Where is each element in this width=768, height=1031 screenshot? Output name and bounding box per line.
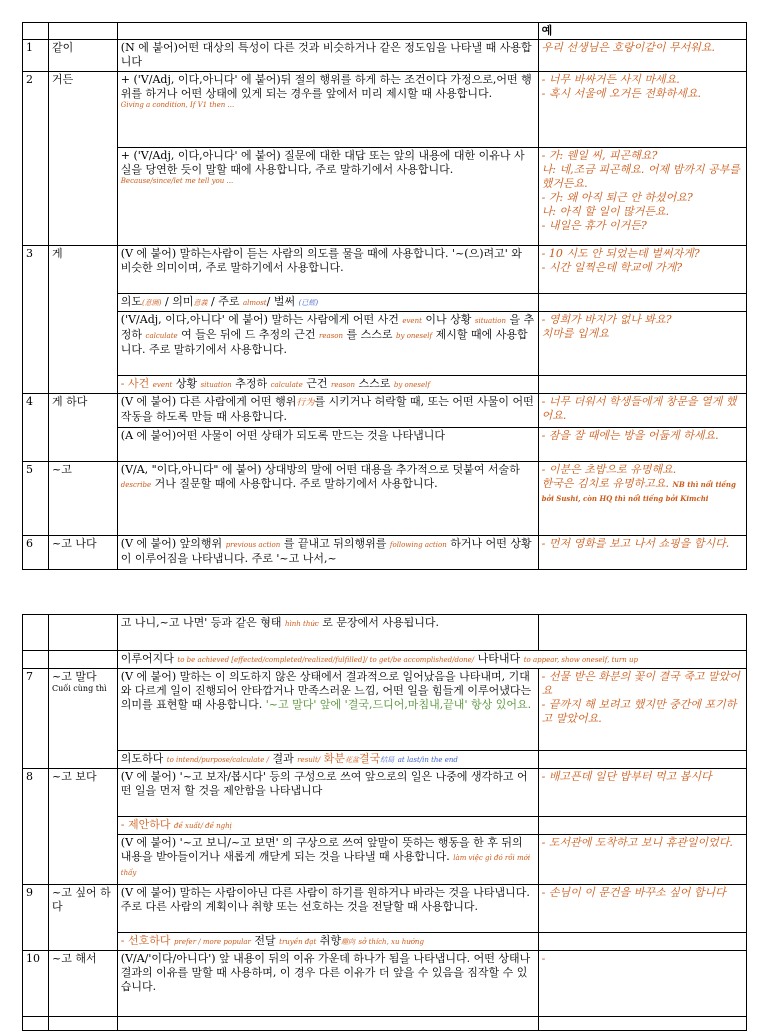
table-row	[23, 885, 747, 933]
entry-description	[117, 394, 538, 428]
vocab-word: 상황	[175, 377, 198, 390]
entry-number: 3	[23, 246, 49, 394]
table-row	[23, 951, 747, 1017]
entry-example: - 배고픈데 일단 밥부터 먹고 봅시다	[538, 769, 746, 817]
vocab-word: 화분	[323, 752, 345, 765]
vocab-gloss: to intend/purpose/calculate /	[166, 756, 269, 764]
entry-example: - 잠을 잘 때에는 방을 어둡게 하세요.	[538, 428, 746, 462]
entry-description: (V/A/'이다/아니다') 앞 내용이 뒤의 이유 가운데 하나가 됨을 나타냅니다. 어떤 상태나 결과의 이유를 말할 때 사용하며, 이 경우 다른 이유가 더 앞을 수 있음을 짐작할 수 있습니다.	[117, 951, 538, 1017]
entry-form: ~고 해서	[49, 951, 118, 1017]
example-line: - 혹시 서울에 오거든 전화하세요.	[541, 87, 701, 100]
example-line: - 시간 일찍은데 학교에 가게?	[541, 261, 683, 274]
example-line: - 끝까지 해 보려고 했지만 중간에 포기하고 말았어요.	[541, 698, 737, 725]
header-cell	[23, 23, 49, 40]
entry-form: ~고 나다	[49, 536, 118, 570]
table-row	[23, 669, 747, 751]
vocab-cell	[117, 751, 538, 769]
vocab-word: - 제안하다	[120, 818, 171, 831]
inline-gloss: hình thức	[285, 620, 319, 628]
entry-form: ~고 보다	[49, 769, 118, 885]
inline-gloss: by oneself	[396, 332, 433, 340]
entry-form: ~고 싶어 하다	[49, 885, 118, 951]
vocab-word: 의미	[172, 295, 194, 308]
inline-gloss: following action	[389, 541, 447, 549]
vocab-gloss: 意義	[193, 299, 208, 307]
entry-example	[538, 148, 746, 246]
description-text: 제시할 때에 사용합니다. 주로 말하기에서 사용합니다.	[120, 328, 528, 356]
vocab-gloss: prefer / more popular	[174, 938, 251, 946]
entry-example	[538, 751, 746, 769]
vocab-gloss: situation	[200, 381, 232, 389]
vocab-word: 의도	[120, 295, 143, 308]
vocab-word: - 사건	[120, 377, 150, 390]
table-row	[23, 462, 747, 536]
description-text: + ('V/Adj, 이다,아니다' 에 붙어)뒤 절의 행위를 하게 하는 조건이다 가정으로,어떤 행위를 하거나 어떤 상태에 있게 되는 경우를 앞에서 미리 제시할 때 사용합니다.	[120, 73, 532, 100]
entry-example	[538, 817, 746, 835]
entry-number: 7	[23, 669, 49, 769]
example-line: - 가: 왜 아직 퇴근 안 하셨어요?	[541, 191, 693, 204]
inline-gloss: làm việc gì đó rồi mới thấy	[120, 854, 531, 877]
vocab-word: - 선호하다	[120, 934, 171, 947]
entry-number: 10	[23, 951, 49, 1017]
vocab-gloss: by oneself	[393, 381, 430, 389]
example-line: - 가: 웬일 씨, 피곤해요?	[541, 149, 658, 162]
entry-form: 게	[49, 246, 118, 394]
description-text: (V 에 붙어) 앞의행위	[120, 537, 226, 550]
grammar-table-top	[22, 22, 747, 570]
entry-description	[117, 462, 538, 536]
table-row	[23, 246, 747, 294]
entry-number: 6	[23, 536, 49, 570]
vocab-gloss: result/	[297, 756, 321, 764]
entry-example	[538, 294, 746, 312]
vocab-row	[23, 294, 747, 312]
vocab-word: 이루어지다	[120, 652, 174, 665]
table-row	[23, 394, 747, 428]
table-row	[23, 72, 747, 148]
entry-example: - 손님이 이 문건을 바꾸소 싶어 합니다	[538, 885, 746, 933]
entry-form: ~고	[49, 462, 118, 536]
entry-number	[23, 615, 49, 651]
inline-gloss: reason	[319, 332, 344, 340]
vocab-cell	[117, 817, 538, 835]
english-note: NB thì nổi tiếng bởi Sushi, còn HQ thì nổi tiếng bởi Kimchi	[541, 480, 736, 503]
header-cell	[49, 23, 118, 40]
entry-number	[23, 651, 49, 669]
vocab-gloss: reason	[330, 381, 355, 389]
entry-form: 게 하다	[49, 394, 118, 462]
vocab-word: 스스로	[358, 377, 391, 390]
vocab-cell	[117, 376, 538, 394]
vocab-row	[23, 817, 747, 835]
form-text: ~고 말다	[52, 670, 97, 683]
entry-form: 같이	[49, 40, 118, 72]
example-line: 치마를 입게요	[541, 327, 609, 340]
inline-gloss: event	[402, 317, 422, 325]
vocab-cell	[117, 294, 538, 312]
description-text: 로 문장에서 사용됩니다.	[318, 616, 440, 629]
vocab-word: 취향	[319, 934, 342, 947]
header-example: 예	[538, 23, 746, 40]
vocab-gloss: 趣向	[341, 938, 356, 946]
vocab-gloss: truyền đạt	[279, 938, 317, 946]
entry-description: (V 에 붙어) '~고 보자/봅시다' 등의 구성으로 쓰여 앞으로의 일은 나중에 생각하고 어떤 일을 먼저 할 것을 제안함을 나타냅니다	[117, 769, 538, 817]
vocab-row	[23, 651, 747, 669]
entry-number: 9	[23, 885, 49, 951]
vocab-gloss: đề xuất/ đề nghị	[174, 822, 232, 830]
entry-example	[538, 462, 746, 536]
entry-example: -	[538, 951, 746, 1017]
entry-description: (A 에 붙어)어떤 사물이 어떤 상태가 되도록 만드는 것을 나타냅니다	[117, 428, 538, 462]
entry-form	[49, 669, 118, 769]
example-text: 한국은 김치로 유명하고요.	[541, 477, 669, 490]
vocab-word: 나타내다	[477, 652, 521, 665]
entry-form: 거든	[49, 72, 118, 246]
vocab-word: 추정하	[235, 377, 268, 390]
entry-number: 4	[23, 394, 49, 462]
separator: /	[266, 295, 274, 308]
description-text: (V 에 붙어) '~고 보니/~고 보면' 의 구상으로 쓰여 앞말이 뜻하는 행동을 한 후 뒤의 내용을 받아들이거나 새롭게 깨닫게 되는 것을 나타낼 때 사용합니다.	[120, 836, 523, 863]
entry-number: 1	[23, 40, 49, 72]
highlight-text: '~고 말다' 앞에 '결국,드디어,마침내,끝내' 항상 있어요.	[265, 698, 532, 711]
vocab-gloss: (已經)	[298, 299, 319, 307]
description-text: 을 추정하	[120, 313, 535, 341]
inline-gloss: calculate	[145, 332, 178, 340]
entry-description: (V 에 붙어) 말하는사람이 듣는 사람의 의도를 물을 때에 사용합니다. '~(으)려고' 와 비슷한 의미이며, 주로 말하기에서 사용합니다.	[117, 246, 538, 294]
description-text: (V 에 붙어) 다른 사람에게 어떤 행위	[120, 395, 297, 408]
description-text: 를 스스로	[343, 328, 397, 341]
vocab-gloss: 结局	[380, 756, 395, 764]
vocab-gloss: almost	[242, 299, 267, 307]
description-text: (V/A, "이다,아니다" 에 붙어) 상대방의 말에 어떤 대용을 추가적으로 덧붙여 서술하	[120, 463, 520, 476]
vocab-gloss: to appear, show oneself, turn up	[523, 656, 638, 664]
example-line: 나: 네,조금 피곤해요. 어제 밤까지 공부를 했거든요.	[541, 163, 740, 190]
vocab-word: 벌써	[273, 295, 296, 308]
entry-example	[538, 72, 746, 148]
vocab-gloss: 花盆	[344, 756, 359, 764]
description-text: 하거나 어떤 상황이 이루어짐을 나타냅니다. 주로 '~고 나서,~	[120, 537, 532, 565]
description-text: 고 나니,~고 나면' 등과 같은 형태	[120, 616, 286, 629]
entry-description	[117, 835, 538, 885]
entry-example: - 도서관에 도착하고 보니 휴관일이었다.	[538, 835, 746, 885]
table-row	[23, 536, 747, 570]
example-line: - 내일은 휴가 이거든?	[541, 219, 647, 232]
entry-example	[538, 933, 746, 951]
table-row	[23, 835, 747, 885]
entry-description: (N 에 붙어)어떤 대상의 특성이 다른 것과 비슷하거나 같은 정도임을 나타낼 때 사용합니다	[117, 40, 538, 72]
entry-example: - 너무 더워서 학생들에게 창문을 열게 했어요.	[538, 394, 746, 428]
example-line: - 이분은 초밥으로 유명해요.	[541, 463, 677, 476]
inline-gloss: situation	[474, 317, 506, 325]
vocab-gloss: event	[152, 381, 173, 389]
vocab-row	[23, 751, 747, 769]
vocab-cell	[117, 651, 746, 669]
entry-description	[117, 536, 538, 570]
separator: /	[161, 295, 173, 308]
entry-example	[538, 246, 746, 294]
example-line: - 선물 받은 화분의 꽃이 결국 죽고 말았어요	[541, 670, 740, 697]
description-text: + ('V/Adj, 이다,아니다' 에 붙어) 질문에 대한 대답 또는 앞의 내용에 대한 이유나 사실을 당연한 듯이 말할 때에 사용합니다, 주로 말하기에서 사용합니다.	[120, 149, 525, 176]
entry-number: 8	[23, 769, 49, 885]
form-note: Cuối cùng thì	[52, 684, 107, 693]
description-text: 거나 질문할 때에 사용합니다. 주로 말하기에서 사용합니다.	[154, 477, 438, 490]
example-line: 나: 아직 할 일이 많거든요.	[541, 205, 670, 218]
entry-example: - 먼저 영화를 보고 나서 쇼핑을 합시다.	[538, 536, 746, 570]
description-text: 이나 상황	[421, 313, 475, 326]
table-row	[23, 312, 747, 376]
entry-example	[538, 312, 746, 376]
example-line: - 10 시도 안 되었는데 벌써자게?	[541, 247, 700, 260]
inline-gloss: previous action	[225, 541, 281, 549]
vocab-gloss: at last/in the end	[397, 756, 458, 764]
vocab-gloss: to be achieved [effected/completed/realized/fulfilled]/ to get/be accomplished/done/	[177, 656, 475, 664]
entry-example	[538, 376, 746, 394]
vocab-cell	[117, 933, 538, 951]
grammar-table-bottom	[22, 614, 747, 1031]
description-text: 를 끝내고 뒤의행위를	[280, 537, 390, 550]
english-note: Because/since/let me tell you ...	[120, 177, 234, 185]
table-header-row	[23, 23, 747, 40]
english-note: Giving a condition, If V1 then ...	[120, 101, 235, 109]
entry-form	[49, 615, 118, 651]
vocab-word: 근건	[306, 377, 328, 390]
entry-number: 5	[23, 462, 49, 536]
entry-form	[49, 651, 118, 669]
entry-description	[117, 72, 538, 148]
entry-number: 2	[23, 72, 49, 246]
table-row	[23, 148, 747, 246]
table-row	[23, 40, 747, 72]
table-row	[23, 769, 747, 817]
vocab-gloss: (意圖)	[142, 299, 162, 307]
entry-description	[117, 615, 538, 651]
entry-description: (V 에 붙어) 말하는 사람이아닌 다른 사람이 하기를 원하거나 바라는 것을 나타냅니다. 주로 다른 사람의 계획이나 취향 또는 선호하는 것을 전달할 때 사용합니다.	[117, 885, 538, 933]
entry-description	[117, 148, 538, 246]
description-text: 를 시키거나 허락할 때, 또는 어떤 사물이 어떤 작동을 하도록 만들 때 사용합니다.	[120, 395, 534, 423]
vocab-gloss: sở thích, xu hướng	[358, 938, 424, 946]
inline-gloss: describe	[120, 481, 152, 489]
entry-example	[538, 615, 746, 651]
inline-gloss: 行为	[296, 398, 315, 408]
vocab-word: 결과	[272, 752, 294, 765]
description-text: (V 에 붙어) 말하는 이 의도하지 않은 상태에서 결과적으로 일어났음을 나타내며, 기대와 다르게 일이 진행되어 안타깝거나 만족스러운 느낌, 어떤 일을 힘들게 이루어냈다는 의미를 표현할 때 사용합니다.	[120, 670, 532, 711]
description-text: 여 들은 뒤에 드 추정의 근건	[177, 328, 320, 341]
vocab-word: 의도하다	[120, 752, 164, 765]
separator: /	[207, 295, 219, 308]
vocab-row	[23, 933, 747, 951]
entry-example	[538, 669, 746, 751]
vocab-row	[23, 376, 747, 394]
vocab-gloss: calculate	[270, 381, 303, 389]
vocab-word: 결국	[358, 752, 381, 765]
header-cell	[117, 23, 538, 40]
example-line: - 너무 바싸거든 사지 마세요.	[541, 73, 680, 86]
example-line: - 영희가 바지가 없나 봐요?	[541, 313, 672, 326]
vocab-word: 주로	[218, 295, 240, 308]
entry-description	[117, 312, 538, 376]
description-text: ('V/Adj, 이다,아니다' 에 붙어) 말하는 사람에게 어떤 사건	[120, 313, 403, 326]
example-line	[542, 477, 743, 505]
vocab-word: 전달	[254, 934, 276, 947]
entry-example: 우리 선생님은 호랑이같이 무서워요.	[538, 40, 746, 72]
table-row	[23, 615, 747, 651]
table-row	[23, 428, 747, 462]
entry-description	[117, 669, 538, 751]
